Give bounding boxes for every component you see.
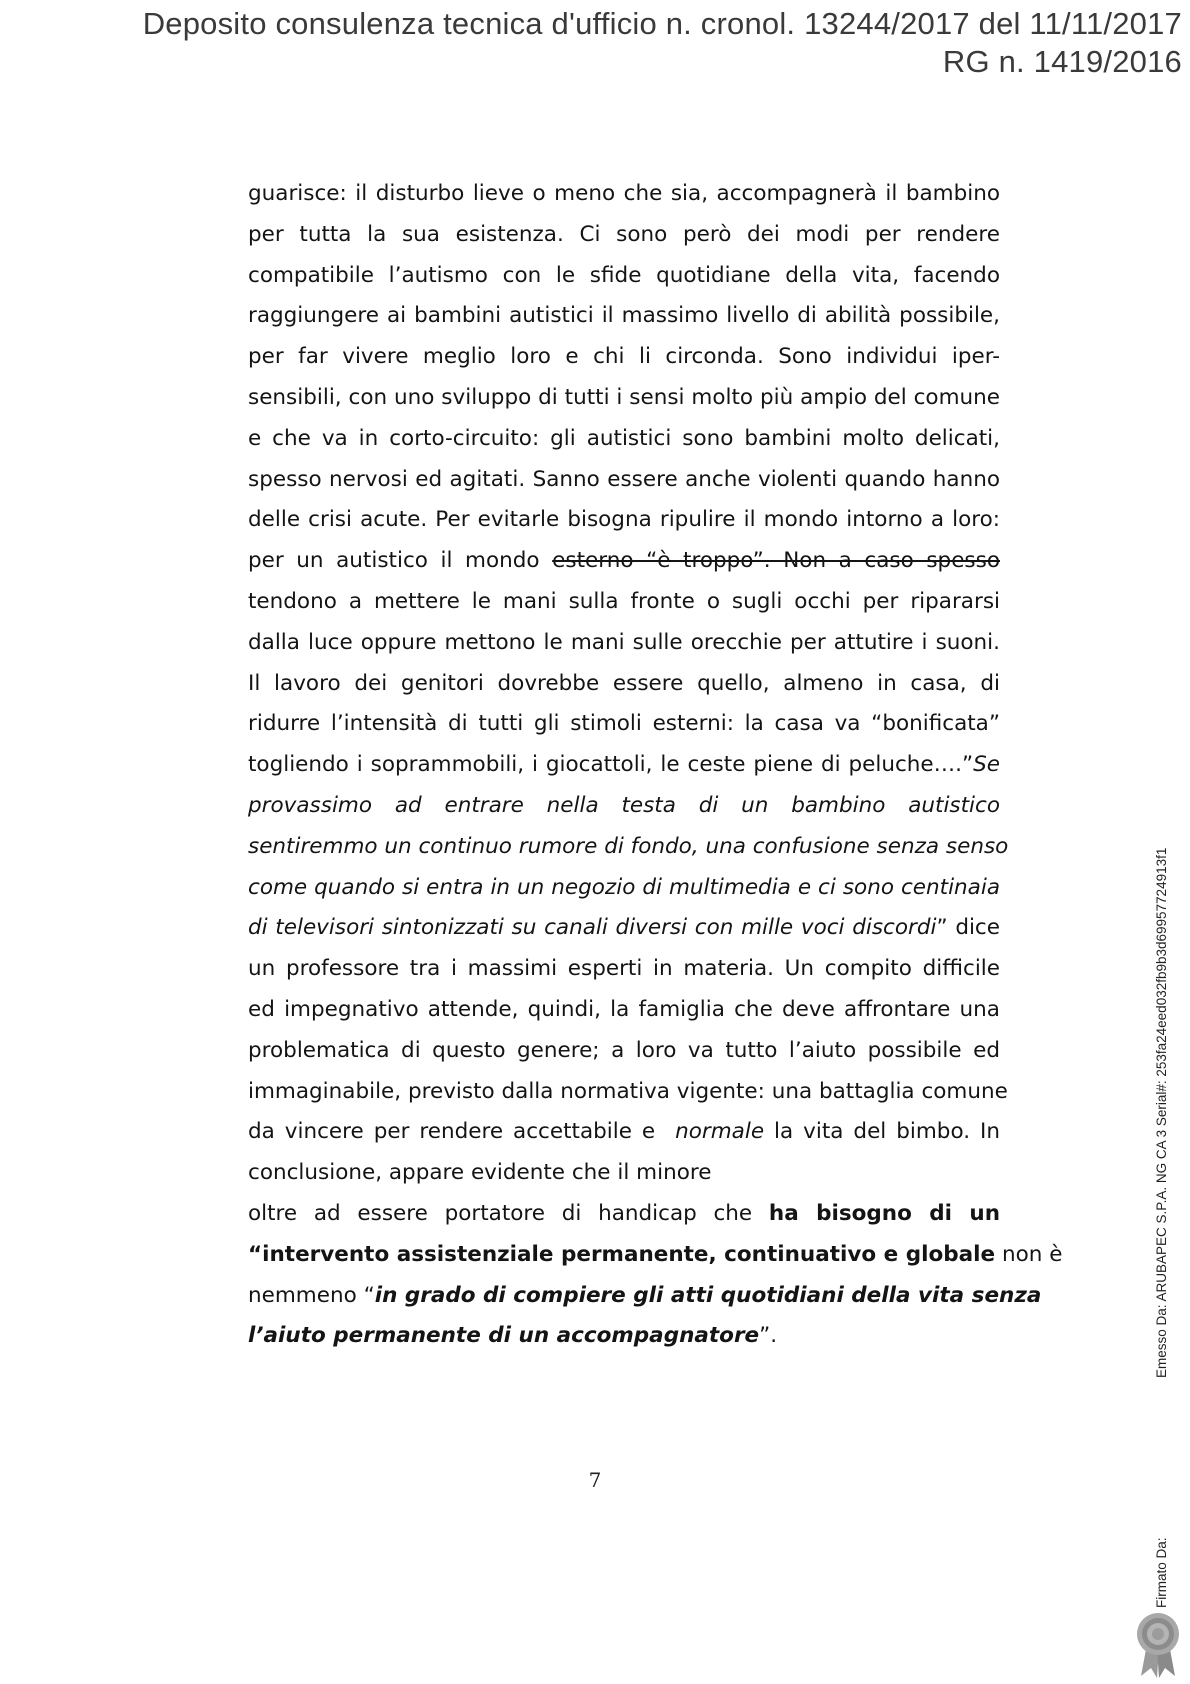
text-line: spesso nervosi ed agitati. Sanno essere anche violenti quando hanno bbox=[248, 466, 1000, 492]
text-line: Il lavoro dei genitori dovrebbe essere quello, almeno in casa, di bbox=[248, 670, 1000, 696]
bold-text: ha bisogno di un bbox=[768, 1200, 1001, 1226]
text-line: immaginabile, previsto dalla normativa vigente: una battaglia comune bbox=[248, 1078, 1008, 1104]
text-line: dalla luce oppure mettono le mani sulle orecchie per attutire i suoni. bbox=[248, 629, 1000, 655]
bold-italic-text: l’aiuto permanente di un accompagnatore bbox=[248, 1323, 760, 1349]
text-line bbox=[248, 745, 1000, 786]
quote-line: provassimo ad entrare nella testa di un bambino autistico bbox=[248, 792, 1000, 818]
text-run: togliendo i soprammobili, i giocattoli, le ceste piene di peluche….” bbox=[248, 752, 974, 778]
bold-italic-text: in grado di compiere gli atti quotidiani della vita senza bbox=[374, 1282, 1042, 1308]
text-run: per un autistico il mondo bbox=[248, 548, 540, 574]
text-run: da vincere per rendere accettabile e bbox=[248, 1119, 656, 1145]
struck-text: esterno “è troppo”. Non a caso spesso bbox=[552, 548, 1000, 574]
text-run: non è bbox=[1001, 1241, 1063, 1267]
text-line: sensibili, con uno sviluppo di tutti i sensi molto più ampio del comune bbox=[248, 384, 1000, 410]
text-line bbox=[248, 1194, 1000, 1235]
text-line: problematica di questo genere; a loro va tutto l’aiuto possibile ed bbox=[248, 1037, 1000, 1063]
text-line: raggiungere ai bambini autistici il massimo livello di abilità possibile, bbox=[248, 303, 1000, 329]
text-line: delle crisi acute. Per evitarle bisogna ripulire il mondo intorno a loro: bbox=[248, 507, 1000, 533]
text-line: e che va in corto-circuito: gli autistici sono bambini molto delicati, bbox=[248, 425, 1000, 451]
text-line: tendono a mettere le mani sulla fronte o sugli occhi per ripararsi bbox=[248, 588, 1000, 614]
header-rg: RG n. 1419/2016 bbox=[942, 44, 1182, 79]
text-run: oltre ad essere portatore di handicap che bbox=[248, 1200, 753, 1226]
text-line: compatibile l’autismo con le sfide quotidiane della vita, facendo bbox=[248, 262, 1000, 288]
text-line bbox=[248, 541, 1000, 582]
document-body bbox=[248, 174, 1063, 1357]
text-line: ed impegnativo attende, quindi, la famiglia che deve affrontare una bbox=[248, 996, 1000, 1022]
header-deposito: Deposito consulenza tecnica d'ufficio n. cronol. 13244/2017 del 11/11/2017 bbox=[142, 6, 1182, 41]
signature-firmato: Firmato Da: bbox=[1154, 1537, 1169, 1608]
text-run: ” dice bbox=[936, 915, 1000, 941]
page-number: 7 bbox=[588, 1468, 602, 1492]
text-line: un professore tra i massimi esperti in materia. Un compito difficile bbox=[248, 956, 1000, 982]
text-line: per far vivere meglio loro e chi li circonda. Sono individui iper- bbox=[248, 344, 1000, 370]
quote-line: come quando si entra in un negozio di multimedia e ci sono centinaia bbox=[248, 874, 1000, 900]
text-line: ridurre l’intensità di tutti gli stimoli esterni: la casa va “bonificata” bbox=[248, 711, 1000, 737]
signature-issuer: Emesso Da: ARUBAPEC S.P.A. NG CA 3 Serial#: 253fa24eed032fb9b3d6995772491​3f1 bbox=[1154, 847, 1169, 1378]
emphasis-normale: normale bbox=[675, 1119, 765, 1145]
quote-end: di televisori sintonizzati su canali diversi con mille voci discordi bbox=[248, 915, 937, 941]
bold-text: “intervento assistenziale permanente, continuativo e globale bbox=[248, 1241, 996, 1267]
text-line bbox=[248, 908, 1000, 949]
quote-line: sentiremmo un continuo rumore di fondo, una confusione senza senso bbox=[248, 833, 1009, 859]
text-line bbox=[248, 1316, 1000, 1357]
seal-icon bbox=[1133, 1610, 1183, 1680]
text-line bbox=[248, 1112, 1000, 1153]
text-line: conclusione, appare evidente che il minore bbox=[248, 1160, 712, 1186]
text-line: per tutta la sua esistenza. Ci sono però dei modi per rendere bbox=[248, 221, 1000, 247]
text-run: la vita del bimbo. In bbox=[774, 1119, 1000, 1145]
text-line: guarisce: il disturbo lieve o meno che sia, accompagnerà il bambino bbox=[248, 181, 1000, 206]
text-line bbox=[248, 1276, 1042, 1317]
quote-start: Se bbox=[973, 752, 1000, 778]
text-run: nemmeno “ bbox=[248, 1282, 375, 1308]
text-line bbox=[248, 1235, 1063, 1276]
text-run: ”. bbox=[759, 1323, 778, 1349]
